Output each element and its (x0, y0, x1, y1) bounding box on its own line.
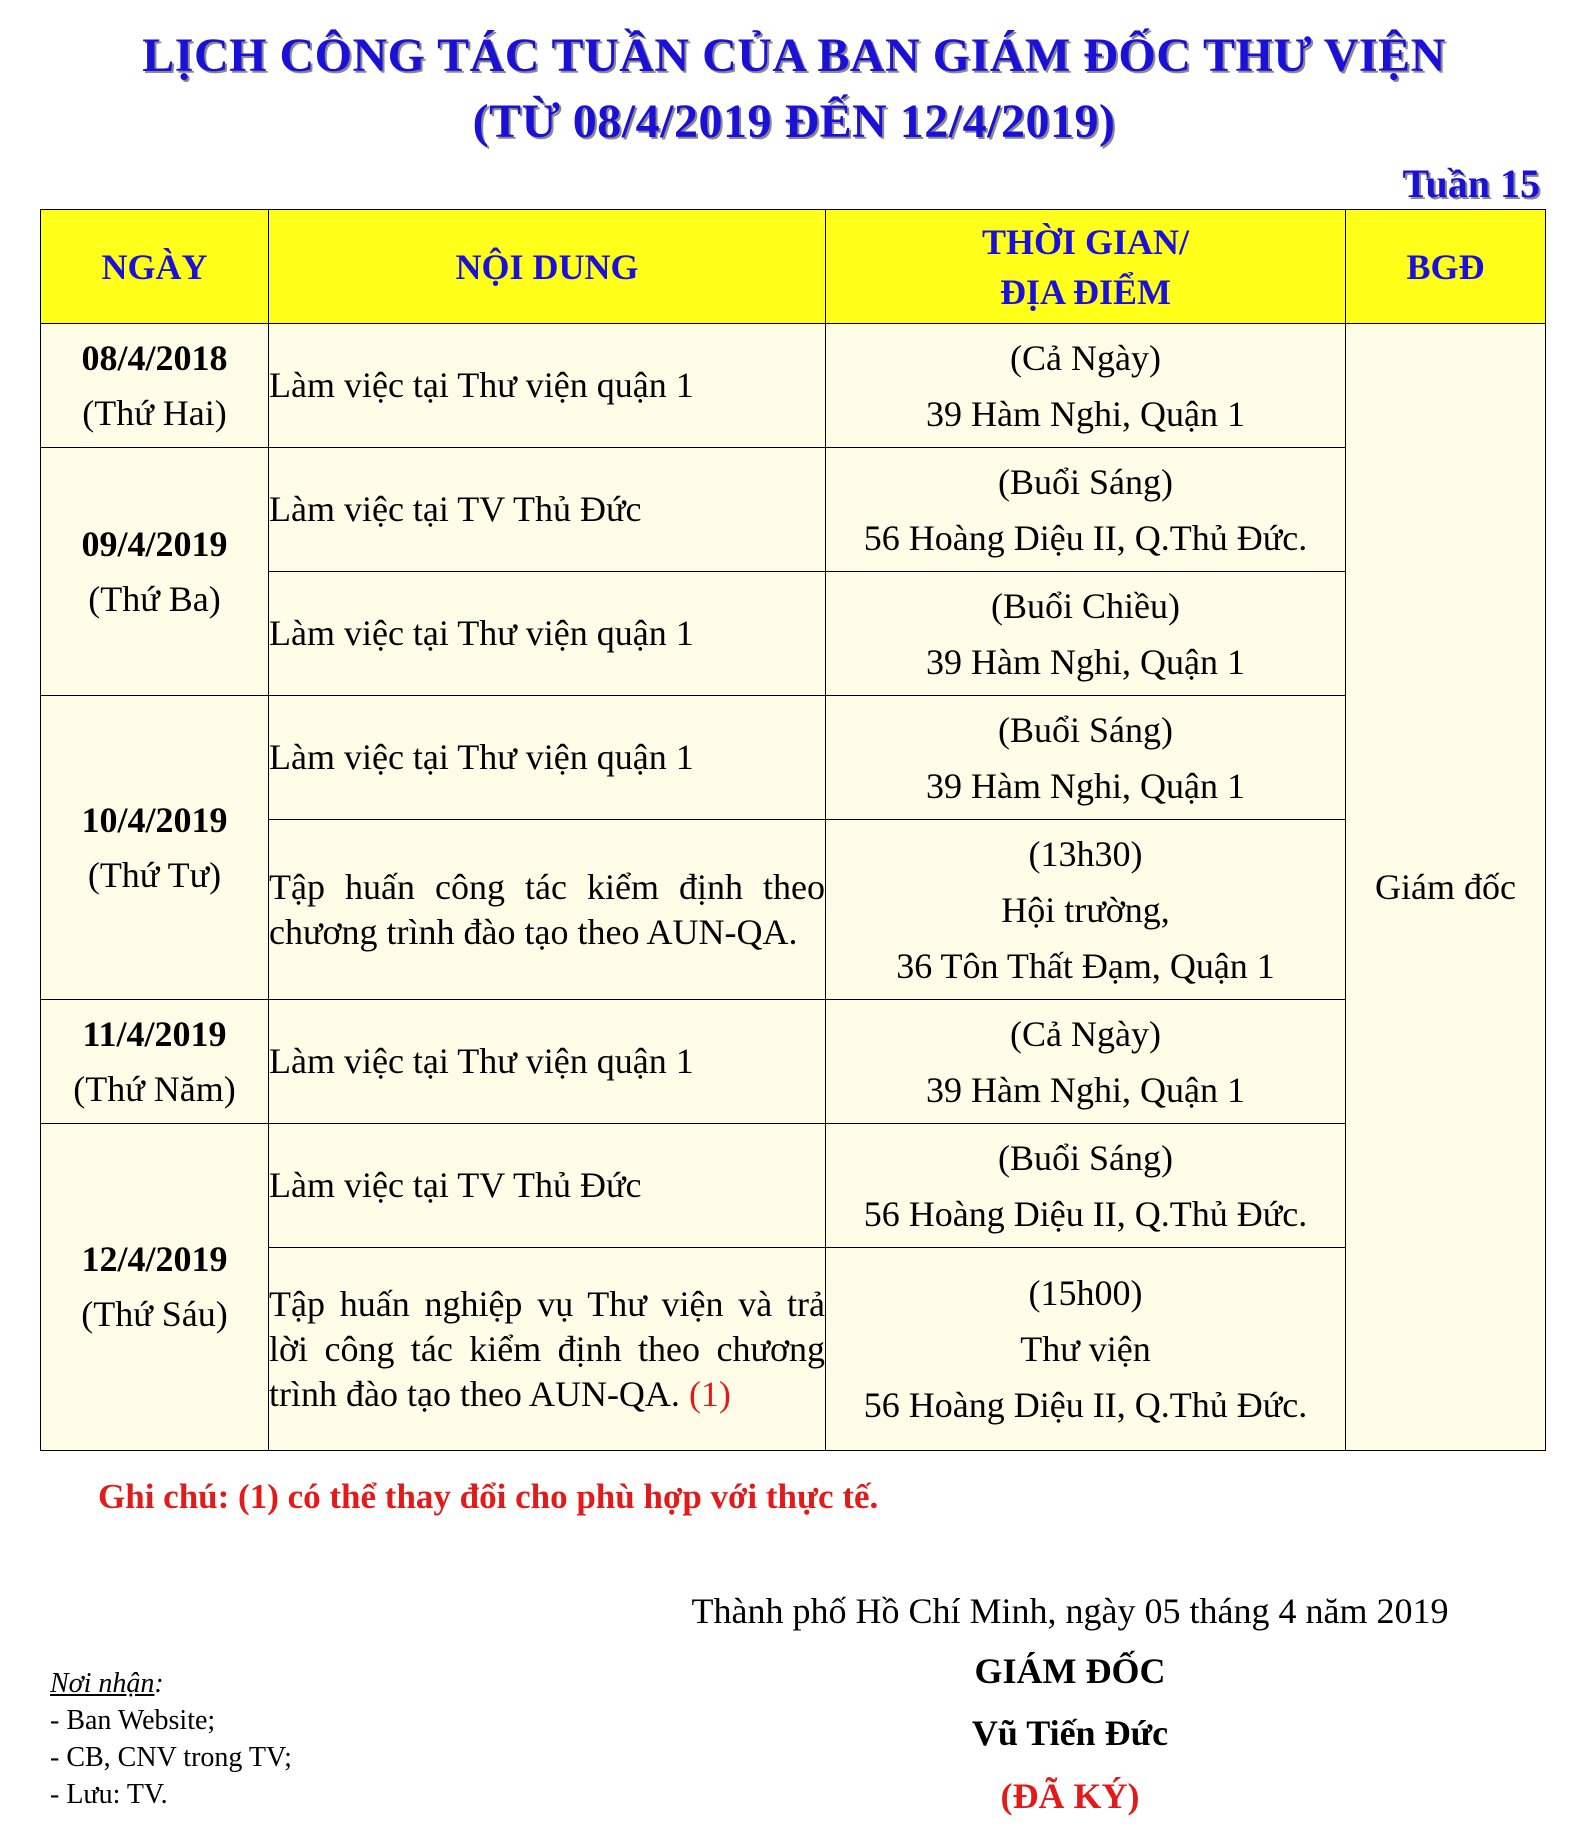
document-title: LỊCH CÔNG TÁC TUẦN CỦA BAN GIÁM ĐỐC THƯ VIỆN (142, 29, 1446, 82)
signature-status: (ĐÃ KÝ) (1000, 1776, 1140, 1816)
place-text: 39 Hàm Nghi, Quận 1 (926, 393, 1245, 434)
place-text: 56 Hoàng Diệu II, Q.Thủ Đức. (863, 517, 1308, 558)
content-cell (269, 1248, 826, 1451)
recipients-block (50, 1665, 292, 1813)
content-cell: Làm việc tại Thư viện quận 1 (269, 696, 826, 820)
content-text: Tập huấn nghiệp vụ Thư viện và trả lời công tác kiểm định theo chương trình đào tạo theo AUN-QA. (269, 1283, 825, 1414)
day-cell (41, 696, 269, 1000)
time-text: (Cả Ngày) (1010, 337, 1161, 378)
recipient-item: - Ban Website; (50, 1705, 216, 1736)
time-place-cell (826, 1124, 1346, 1248)
time-place-cell (826, 448, 1346, 572)
place-text: Hội trường, (1001, 889, 1170, 930)
table-row (41, 696, 1546, 820)
day-cell (41, 1124, 269, 1451)
schedule-table (40, 209, 1546, 1451)
recipients-colon: : (154, 1668, 164, 1699)
table-header-row (41, 210, 1546, 324)
time-place-cell (826, 324, 1346, 448)
time-text: (Buổi Sáng) (998, 709, 1173, 750)
time-text: (Buổi Sáng) (998, 1137, 1173, 1178)
day-cell (41, 324, 269, 448)
time-place-cell (826, 696, 1346, 820)
week-number: Tuần 15 (1402, 161, 1540, 206)
recipient-item: - Lưu: TV. (50, 1779, 168, 1810)
day-weekday: (Thứ Hai) (82, 392, 227, 433)
time-place-cell (826, 1248, 1346, 1451)
column-header-time-place (826, 210, 1346, 324)
time-place-cell (826, 1000, 1346, 1124)
signature-place-date: Thành phố Hồ Chí Minh, ngày 05 tháng 4 năm 2019 (691, 1591, 1449, 1631)
recipients-heading-line (50, 1665, 292, 1702)
time-text: (Cả Ngày) (1010, 1013, 1161, 1054)
recipient-item: - CB, CNV trong TV; (50, 1742, 292, 1773)
time-place-cell (826, 572, 1346, 696)
signature-name: Vũ Tiến Đức (971, 1713, 1169, 1753)
time-place-cell (826, 820, 1346, 1000)
day-date: 12/4/2019 (81, 1239, 228, 1279)
day-cell (41, 448, 269, 696)
place-text: Thư viện (1020, 1329, 1151, 1369)
table-row (41, 324, 1546, 448)
table-row (41, 448, 1546, 572)
day-cell (41, 1000, 269, 1124)
content-cell: Làm việc tại TV Thủ Đức (269, 448, 826, 572)
place-text: 36 Tôn Thất Đạm, Quận 1 (896, 945, 1275, 986)
signature-title: GIÁM ĐỐC (974, 1651, 1166, 1691)
day-date: 09/4/2019 (81, 523, 228, 564)
time-text: (Buổi Sáng) (998, 461, 1173, 502)
day-date: 08/4/2018 (81, 337, 228, 378)
column-header-day: NGÀY (41, 210, 269, 324)
time-text: (Buổi Chiều) (991, 585, 1180, 626)
document-date-range: (TỪ 08/4/2019 ĐẾN 12/4/2019) (472, 95, 1116, 148)
time-text: (13h30) (1028, 833, 1143, 874)
day-weekday: (Thứ Ba) (88, 578, 221, 619)
footnote: Ghi chú: (1) có thể thay đổi cho phù hợp với thực tế. (98, 1477, 879, 1516)
table-row (41, 1000, 1546, 1124)
content-cell: Làm việc tại TV Thủ Đức (269, 1124, 826, 1248)
content-cell: Tập huấn công tác kiểm định theo chương trình đào tạo theo AUN-QA. (269, 820, 826, 1000)
column-header-content: NỘI DUNG (269, 210, 826, 324)
column-header-time-line1: THỜI GIAN/ (981, 221, 1190, 262)
bgd-cell: Giám đốc (1346, 324, 1546, 1451)
place-text: 56 Hoàng Diệu II, Q.Thủ Đức. (863, 1193, 1308, 1234)
table-row (41, 1124, 1546, 1248)
note-mark: (1) (688, 1373, 731, 1414)
content-cell: Làm việc tại Thư viện quận 1 (269, 572, 826, 696)
place-text: 56 Hoàng Diệu II, Q.Thủ Đức. (863, 1385, 1308, 1425)
column-header-time-line2: ĐỊA ĐIỂM (999, 271, 1172, 312)
place-text: 39 Hàm Nghi, Quận 1 (926, 641, 1245, 682)
recipients-heading: Nơi nhận (50, 1668, 155, 1699)
column-header-bgd: BGĐ (1346, 210, 1546, 324)
day-date: 10/4/2019 (81, 799, 228, 840)
day-weekday: (Thứ Tư) (87, 854, 222, 895)
day-date: 11/4/2019 (82, 1013, 227, 1054)
place-text: 39 Hàm Nghi, Quận 1 (926, 1069, 1245, 1110)
place-text: 39 Hàm Nghi, Quận 1 (926, 765, 1245, 806)
content-cell: Làm việc tại Thư viện quận 1 (269, 1000, 826, 1124)
time-text: (15h00) (1028, 1273, 1143, 1313)
content-cell: Làm việc tại Thư viện quận 1 (269, 324, 826, 448)
day-weekday: (Thứ Năm) (73, 1068, 236, 1109)
day-weekday: (Thứ Sáu) (81, 1294, 228, 1334)
